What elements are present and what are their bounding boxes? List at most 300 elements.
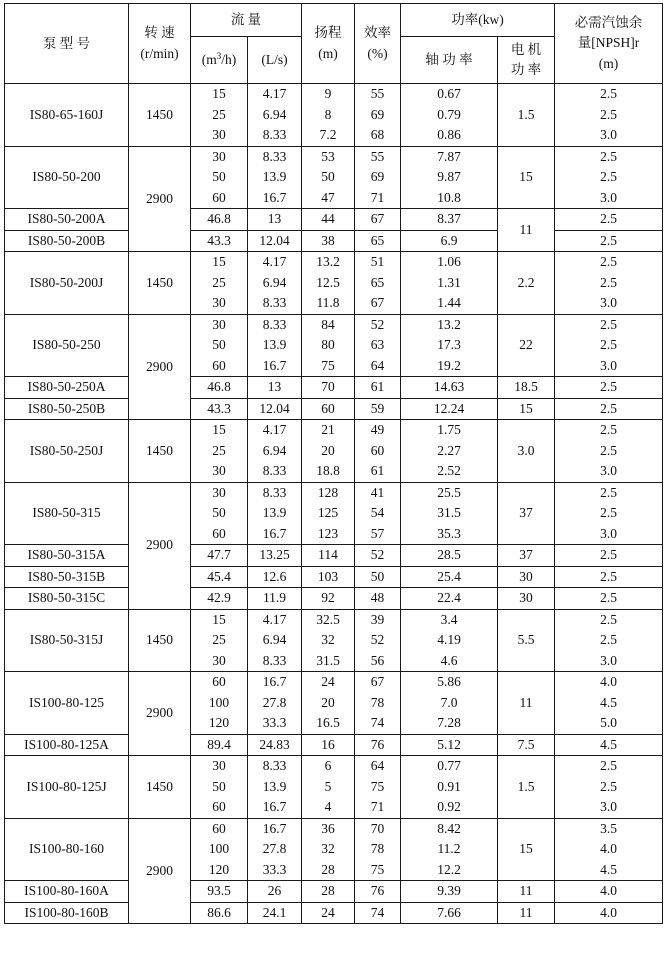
cell-value: 0.91 [437, 778, 461, 794]
pump-efficiency [355, 377, 401, 399]
pump-npsh [555, 420, 663, 483]
pump-flow-m3h [191, 314, 248, 377]
pump-flow-m3h [191, 588, 248, 610]
pump-head [302, 672, 355, 735]
pump-head [302, 146, 355, 209]
cell-value: 28 [321, 861, 335, 877]
pump-motor-power: 30 [498, 588, 555, 610]
pump-model: IS100-80-160B [5, 902, 129, 924]
cell-value: 125 [317, 505, 339, 520]
cell-value: 50 [321, 169, 335, 184]
pump-shaft-power [401, 545, 498, 567]
cell-value: 38 [321, 232, 335, 248]
cell-value: 64 [370, 357, 385, 373]
pump-flow-m3h [191, 230, 248, 252]
cell-value: 4.5 [600, 861, 617, 877]
header-flow: 流 量 [191, 4, 302, 37]
pump-flow-ls [248, 881, 302, 903]
cell-value: 50 [212, 778, 226, 794]
cell-value: 2.5 [600, 590, 617, 605]
pump-speed: 2900 [129, 314, 191, 420]
cell-value: 2.5 [600, 758, 617, 773]
table-row [5, 146, 663, 209]
pump-motor-power: 2.2 [498, 252, 555, 315]
cell-value: 76 [370, 736, 385, 752]
cell-value: 50 [370, 568, 385, 584]
pump-flow-m3h [191, 672, 248, 735]
header-row-1 [5, 4, 663, 37]
cell-value: 50 [212, 505, 226, 520]
pump-flow-ls [248, 230, 302, 252]
pump-head [302, 818, 355, 881]
pump-flow-m3h [191, 377, 248, 399]
header-motor-power: 电 机 功 率 [498, 37, 555, 84]
cell-value: 67 [370, 211, 385, 226]
cell-value: 9.87 [437, 169, 461, 184]
cell-value: 2.5 [600, 148, 617, 164]
pump-npsh [555, 588, 663, 610]
pump-model: IS80-50-315J [5, 609, 129, 672]
cell-value: 4.5 [600, 694, 617, 710]
pump-flow-m3h [191, 209, 248, 231]
cell-value: 120 [208, 715, 230, 730]
cell-value: 8.37 [437, 211, 461, 226]
pump-efficiency [355, 588, 401, 610]
cell-value: 69 [370, 106, 385, 122]
cell-value: 4 [324, 799, 332, 814]
cell-value: 26 [267, 883, 282, 898]
pump-speed: 1450 [129, 84, 191, 147]
pump-motor-power: 1.5 [498, 84, 555, 147]
cell-value: 74 [370, 904, 385, 920]
cell-value: 3.0 [600, 189, 617, 205]
cell-value: 56 [370, 652, 385, 668]
cell-value: 0.86 [437, 127, 461, 142]
pump-efficiency [355, 146, 401, 209]
cell-value: 60 [212, 357, 226, 373]
cell-value: 8.33 [262, 758, 287, 773]
cell-value: 13 [267, 211, 282, 226]
pump-model: IS80-65-160J [5, 84, 129, 147]
pump-shaft-power [401, 566, 498, 588]
cell-value: 8.33 [262, 295, 287, 310]
cell-value: 0.67 [437, 86, 461, 101]
cell-value: 27.8 [262, 841, 287, 856]
pump-flow-ls [248, 377, 302, 399]
cell-value: 114 [318, 547, 338, 562]
pump-head [302, 881, 355, 903]
pump-shaft-power [401, 420, 498, 483]
cell-value: 3.0 [600, 295, 617, 310]
cell-value: 2.5 [600, 232, 617, 248]
cell-value: 11.8 [316, 295, 340, 310]
cell-value: 86.6 [207, 904, 231, 920]
pump-flow-ls [248, 398, 302, 420]
cell-value: 120 [208, 861, 230, 877]
cell-value: 7.0 [440, 694, 458, 710]
cell-value: 24 [321, 674, 335, 689]
table-row [5, 902, 663, 924]
cell-value: 25 [212, 442, 226, 458]
cell-value: 60 [212, 820, 226, 836]
cell-value: 0.77 [437, 758, 461, 773]
pump-flow-ls [248, 252, 302, 315]
pump-shaft-power [401, 902, 498, 924]
cell-value: 8 [324, 106, 332, 122]
pump-model: IS80-50-200A [5, 209, 129, 231]
header-flow-ls: (L/s) [248, 37, 302, 84]
pump-shaft-power [401, 609, 498, 672]
header-flow-m3h: $(m^3/h)$ [191, 37, 248, 84]
cell-value: 4.0 [600, 883, 617, 898]
pump-efficiency [355, 672, 401, 735]
cell-value: 15 [212, 422, 226, 437]
cell-value: 60 [212, 674, 226, 689]
pump-head [302, 314, 355, 377]
pump-npsh [555, 672, 663, 735]
cell-value: 12.2 [437, 861, 461, 877]
pump-flow-ls [248, 734, 302, 756]
cell-value: 59 [370, 400, 385, 416]
header-shaft-power: 轴 功 率 [401, 37, 498, 84]
pump-shaft-power [401, 314, 498, 377]
pump-head [302, 377, 355, 399]
cell-value: 4.0 [600, 674, 617, 689]
cell-value: 8.33 [262, 652, 287, 668]
cell-value: 10.8 [437, 189, 461, 205]
cell-value: 30 [212, 484, 226, 500]
cell-value: 16.5 [316, 715, 340, 730]
cell-value: 2.5 [600, 86, 617, 101]
pump-flow-ls [248, 545, 302, 567]
cell-value: 25.5 [437, 484, 461, 500]
cell-value: 21 [321, 422, 335, 437]
pump-efficiency [355, 209, 401, 231]
cell-value: 8.33 [262, 484, 287, 500]
pump-npsh [555, 209, 663, 231]
header-speed: 转 速 (r/min) [129, 4, 191, 84]
cell-value: 30 [212, 652, 226, 668]
pump-efficiency [355, 881, 401, 903]
pump-head [302, 230, 355, 252]
cell-value: 128 [317, 484, 339, 500]
pump-efficiency [355, 398, 401, 420]
pump-flow-m3h [191, 756, 248, 819]
pump-efficiency [355, 609, 401, 672]
cell-value: 52 [370, 547, 385, 562]
cell-value: 1.31 [437, 274, 461, 290]
cell-value: 13.2 [437, 316, 461, 332]
cell-value: 33.3 [262, 715, 287, 730]
cell-value: 22.4 [437, 590, 461, 605]
pump-shaft-power [401, 734, 498, 756]
cell-value: 43.3 [207, 400, 231, 416]
pump-head [302, 588, 355, 610]
pump-efficiency [355, 902, 401, 924]
pump-shaft-power [401, 230, 498, 252]
cell-value: 63 [370, 337, 385, 352]
pump-flow-m3h [191, 734, 248, 756]
cell-value: 49 [370, 422, 385, 437]
pump-efficiency [355, 314, 401, 377]
table-row [5, 609, 663, 672]
table-row [5, 482, 663, 545]
pump-motor-power: 11 [498, 881, 555, 903]
pump-model: IS80-50-315A [5, 545, 129, 567]
pump-model: IS100-80-125A [5, 734, 129, 756]
pump-npsh [555, 881, 663, 903]
cell-value: 24 [321, 904, 335, 920]
cell-value: 7.87 [437, 148, 461, 164]
cell-value: 60 [212, 799, 226, 814]
cell-value: 2.5 [600, 106, 617, 122]
cell-value: 9 [324, 86, 332, 101]
cell-value: 2.5 [600, 505, 617, 520]
cell-value: 5.12 [437, 736, 461, 752]
cell-value: 15 [212, 611, 226, 627]
table-row [5, 545, 663, 567]
cell-value: 17.3 [437, 337, 461, 352]
cell-value: 43.3 [207, 232, 231, 248]
cell-value: 25 [212, 106, 226, 122]
cell-value: 52 [370, 316, 385, 332]
cell-value: 71 [370, 799, 385, 814]
cell-value: 123 [317, 525, 339, 541]
cell-value: 71 [370, 189, 385, 205]
cell-value: 55 [370, 148, 385, 164]
pump-flow-ls [248, 902, 302, 924]
pump-model: IS80-50-250B [5, 398, 129, 420]
cell-value: 15 [212, 254, 226, 269]
cell-value: 55 [370, 86, 385, 101]
pump-shaft-power [401, 482, 498, 545]
cell-value: 28 [321, 883, 335, 898]
pump-npsh [555, 902, 663, 924]
pump-motor-power: 15 [498, 818, 555, 881]
cell-value: 60 [321, 400, 335, 416]
cell-value: 13.2 [316, 254, 340, 269]
cell-value: 54 [370, 505, 385, 520]
cell-value: 2.27 [437, 442, 461, 458]
cell-value: 2.5 [600, 422, 617, 437]
cell-value: 75 [370, 861, 385, 877]
table-row [5, 588, 663, 610]
pump-motor-power: 15 [498, 146, 555, 209]
pump-model: IS80-50-250J [5, 420, 129, 483]
pump-flow-m3h [191, 902, 248, 924]
cell-value: 89.4 [207, 736, 231, 752]
table-row [5, 209, 663, 231]
cell-value: 60 [212, 189, 226, 205]
cell-value: 2.5 [600, 254, 617, 269]
cell-value: 9.39 [437, 883, 461, 898]
pump-flow-m3h [191, 420, 248, 483]
cell-value: 35.3 [437, 525, 461, 541]
cell-value: 2.5 [600, 400, 617, 416]
table-row [5, 230, 663, 252]
cell-value: 41 [370, 484, 385, 500]
cell-value: 74 [370, 715, 385, 730]
cell-value: 13.9 [262, 505, 287, 520]
cell-value: 2.5 [600, 337, 617, 352]
cell-value: 8.42 [437, 820, 461, 836]
cell-value: 50 [212, 169, 226, 184]
pump-head [302, 420, 355, 483]
pump-motor-power: 3.0 [498, 420, 555, 483]
cell-value: 2.5 [600, 568, 617, 584]
cell-value: 11.9 [262, 590, 287, 605]
pump-motor-power: 11 [498, 209, 555, 252]
cell-value: 2.5 [600, 211, 617, 226]
table-row [5, 566, 663, 588]
pump-speed: 2900 [129, 672, 191, 756]
pump-speed: 2900 [129, 146, 191, 252]
pump-shaft-power [401, 672, 498, 735]
cell-value: 16.7 [262, 189, 287, 205]
pump-efficiency [355, 420, 401, 483]
cell-value: 2.52 [437, 463, 461, 478]
pump-flow-ls [248, 588, 302, 610]
pump-flow-m3h [191, 482, 248, 545]
pump-model: IS80-50-315C [5, 588, 129, 610]
header-head: 扬程 (m) [302, 4, 355, 84]
cell-value: 12.5 [316, 274, 340, 290]
cell-value: 75 [370, 778, 385, 794]
cell-value: 16.7 [262, 357, 287, 373]
pump-efficiency [355, 734, 401, 756]
pump-head [302, 734, 355, 756]
pump-flow-ls [248, 672, 302, 735]
cell-value: 4.17 [262, 254, 287, 269]
pump-flow-m3h [191, 84, 248, 147]
pump-flow-ls [248, 314, 302, 377]
cell-value: 13.9 [262, 778, 287, 794]
cell-value: 14.63 [433, 379, 465, 394]
pump-model: IS80-50-200J [5, 252, 129, 315]
cell-value: 33.3 [262, 861, 287, 877]
pump-head [302, 609, 355, 672]
cell-value: 24.1 [262, 904, 287, 920]
pump-motor-power: 15 [498, 398, 555, 420]
cell-value: 2.5 [600, 778, 617, 794]
cell-value: 11.2 [437, 841, 461, 856]
cell-value: 2.5 [600, 547, 617, 562]
cell-value: 0.92 [437, 799, 461, 814]
cell-value: 103 [317, 568, 339, 584]
pump-shaft-power [401, 588, 498, 610]
cell-value: 7.2 [319, 127, 337, 142]
cell-value: 30 [212, 148, 226, 164]
cell-value: 3.0 [600, 652, 617, 668]
pump-model: IS100-80-125 [5, 672, 129, 735]
pump-efficiency [355, 566, 401, 588]
cell-value: 70 [370, 820, 385, 836]
cell-value: 6.94 [262, 106, 287, 122]
pump-model: IS80-50-250 [5, 314, 129, 377]
table-row [5, 672, 663, 735]
cell-value: 12.04 [259, 232, 290, 248]
table-row [5, 818, 663, 881]
cell-value: 19.2 [437, 357, 461, 373]
pump-head [302, 566, 355, 588]
cell-value: 44 [321, 211, 335, 226]
cell-value: 60 [370, 442, 385, 458]
cell-value: 67 [370, 295, 385, 310]
cell-value: 4.19 [437, 632, 461, 647]
cell-value: 8.33 [262, 148, 287, 164]
pump-efficiency [355, 252, 401, 315]
pump-head [302, 209, 355, 231]
pump-speed: 2900 [129, 482, 191, 609]
cell-value: 39 [370, 611, 385, 627]
cell-value: 80 [321, 337, 335, 352]
pump-flow-ls [248, 482, 302, 545]
cell-value: 7.66 [437, 904, 461, 920]
cell-value: 57 [370, 525, 385, 541]
pump-npsh [555, 756, 663, 819]
cell-value: 53 [321, 148, 335, 164]
pump-efficiency [355, 756, 401, 819]
header-efficiency: 效率 (%) [355, 4, 401, 84]
pump-shaft-power [401, 252, 498, 315]
cell-value: 5 [324, 778, 332, 794]
pump-model: IS80-50-200B [5, 230, 129, 252]
cell-value: 24.83 [259, 736, 290, 752]
pump-speed: 1450 [129, 420, 191, 483]
pump-flow-m3h [191, 566, 248, 588]
cell-value: 3.0 [600, 357, 617, 373]
cell-value: 25 [212, 632, 226, 647]
cell-value: 13.9 [262, 169, 287, 184]
cell-value: 78 [370, 694, 385, 710]
cell-value: 6.94 [262, 442, 287, 458]
cell-value: 4.17 [262, 86, 287, 101]
cell-value: 4.5 [600, 736, 617, 752]
pump-npsh [555, 482, 663, 545]
cell-value: 65 [370, 232, 385, 248]
pump-npsh [555, 545, 663, 567]
cell-value: 16.7 [262, 799, 287, 814]
pump-efficiency [355, 482, 401, 545]
pump-motor-power: 11 [498, 672, 555, 735]
cell-value: 78 [370, 841, 385, 856]
cell-value: 18.8 [316, 463, 340, 478]
cell-value: 60 [212, 525, 226, 541]
pump-npsh [555, 377, 663, 399]
cell-value: 3.0 [600, 525, 617, 541]
cell-value: 16.7 [262, 820, 287, 836]
pump-efficiency [355, 818, 401, 881]
pump-head [302, 398, 355, 420]
cell-value: 2.5 [600, 316, 617, 332]
cell-value: 100 [208, 694, 230, 710]
cell-value: 6.9 [440, 232, 458, 248]
cell-value: 76 [370, 883, 385, 898]
pump-flow-ls [248, 818, 302, 881]
cell-value: 2.5 [600, 379, 617, 394]
pump-motor-power: 18.5 [498, 377, 555, 399]
cell-value: 4.17 [262, 611, 287, 627]
pump-speed: 1450 [129, 609, 191, 672]
cell-value: 61 [370, 379, 385, 394]
cell-value: 47.7 [207, 547, 231, 562]
cell-value: 4.6 [440, 652, 458, 668]
table-row [5, 881, 663, 903]
cell-value: 68 [370, 127, 385, 142]
table-row [5, 734, 663, 756]
cell-value: 52 [370, 632, 385, 647]
cell-value: 30 [212, 127, 226, 142]
